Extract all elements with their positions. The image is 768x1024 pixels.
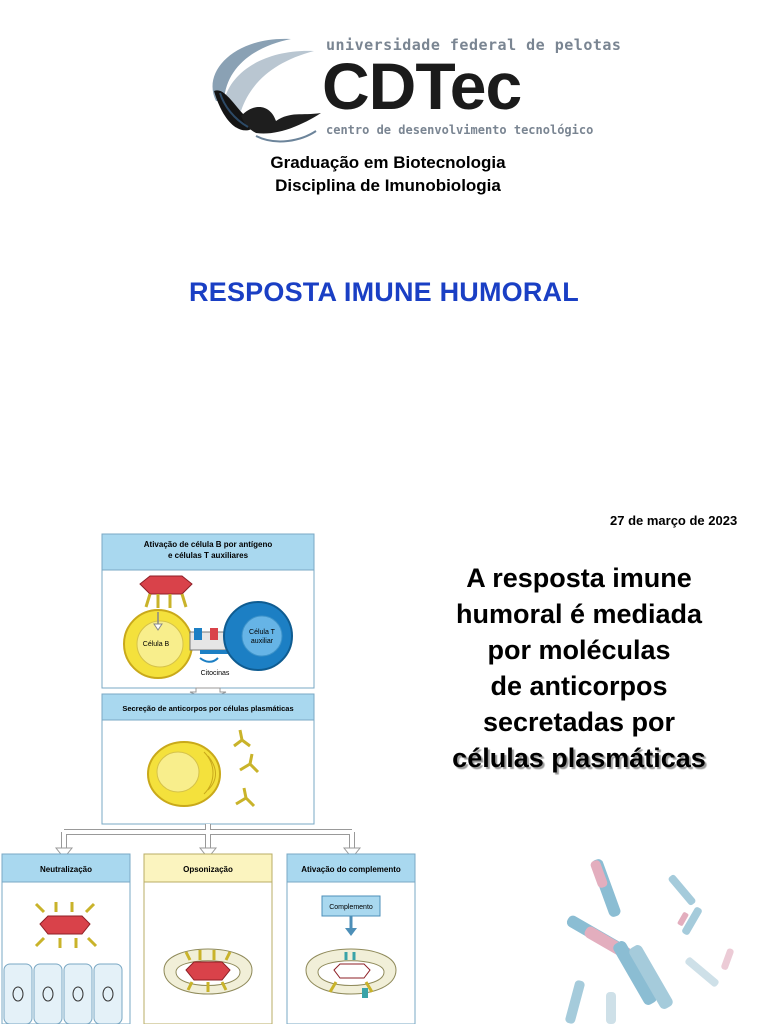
t-cell-icon [224, 602, 292, 670]
logo-subtitle: centro de desenvolvimento tecnológico [326, 123, 594, 137]
b-cell-label: Célula B [142, 641, 170, 648]
activation-title-1: Ativação de célula B por antígeno [143, 540, 273, 549]
complement-box-label: Complemento [329, 904, 373, 911]
main-line-6: células plasmáticas [452, 743, 706, 773]
neutralization-label: Neutralização [39, 865, 93, 874]
logo-name: CDTec [322, 49, 522, 123]
main-line-3: por moléculas [487, 635, 671, 665]
main-line-2: humoral é mediada [455, 599, 703, 629]
activation-title-2: e células T auxiliares [167, 551, 249, 560]
main-line-1: A resposta imune [466, 563, 692, 593]
slide-date: 27 de março de 2023 [610, 513, 738, 528]
opsonization-label: Opsonização [183, 865, 233, 874]
main-line-5: secretadas por [482, 707, 676, 737]
main-statement [418, 560, 740, 776]
secretion-title: Secreção de anticorpos por células plasmáticas [122, 704, 294, 713]
t-cell-label-2: auxiliar [250, 638, 274, 645]
antibody-molecule-icon [548, 852, 768, 1024]
course-line: Graduação em Biotecnologia [270, 153, 506, 172]
humoral-response-diagram [0, 532, 418, 1024]
discipline-line: Disciplina de Imunobiologia [275, 176, 501, 195]
slide-title: RESPOSTA IMUNE HUMORAL [189, 277, 579, 307]
logo-emblem-icon [196, 31, 326, 156]
logo-university-text: universidade federal de pelotas [326, 36, 622, 54]
t-cell-label-1: Célula T [249, 629, 275, 636]
plasma-cell-icon [148, 742, 220, 806]
cytokines-label: Citocinas [200, 670, 230, 677]
complement-activation-label: Ativação do complemento [301, 865, 401, 874]
main-line-4: de anticorpos [490, 671, 668, 701]
phagocyte-icon [164, 949, 252, 994]
